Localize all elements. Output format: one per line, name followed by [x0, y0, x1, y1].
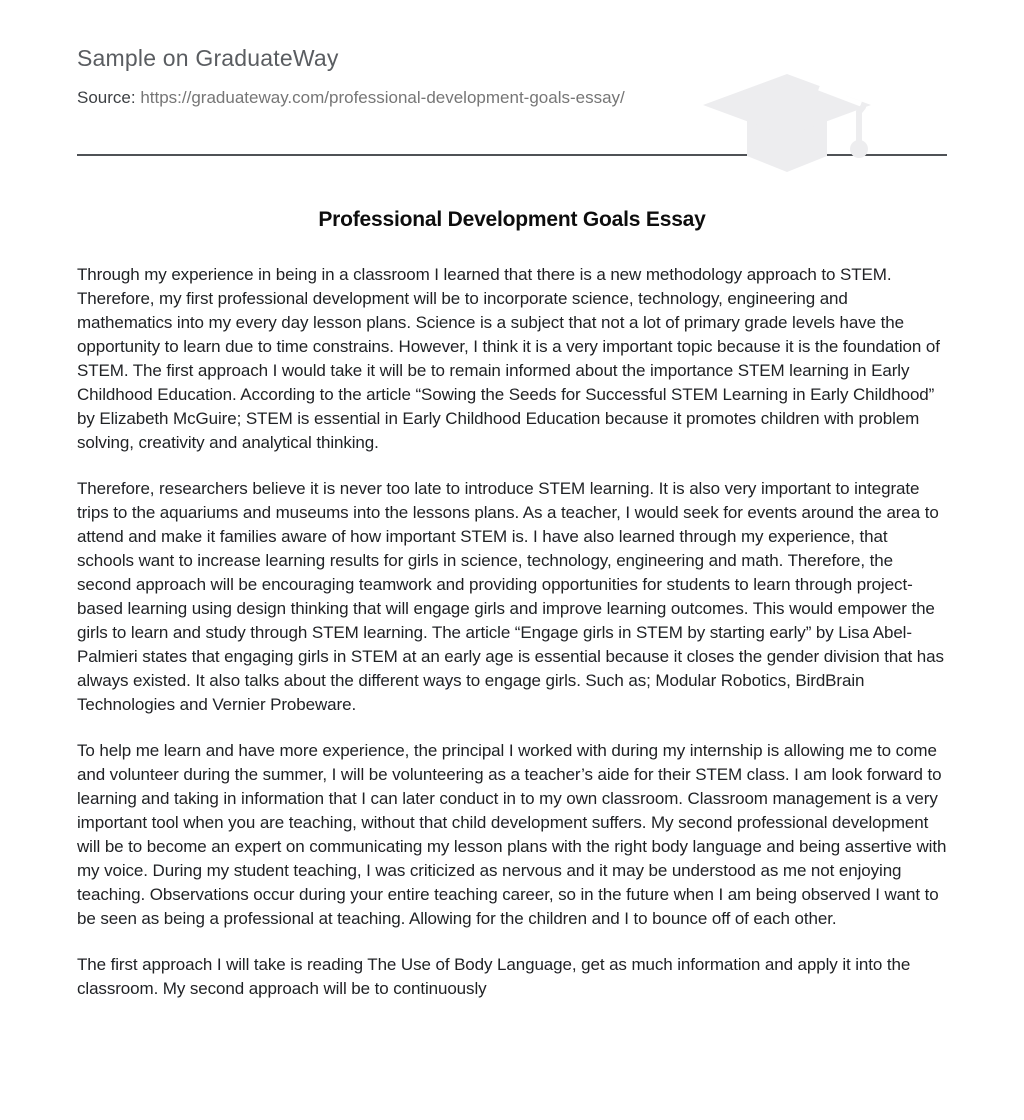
source-label: Source:	[77, 88, 136, 107]
essay-paragraph-4: The first approach I will take is reading The Use of Body Language, get as much information and apply it into the classroom. My second approach will be to continuously	[77, 955, 911, 998]
essay-paragraph-1: Through my experience in being in a classroom I learned that there is a new methodology approach to STEM. Therefore, my first professional development will be to incorporate science, technology, engineering and mathematics into my every day lesson plans. Science is a subject that not a lot of primary grade levels have the opportunity to learn due to time constrains. However, I think it is a very important topic because it is the foundation of STEM. The first approach I would take it will be to remain informed about the importance STEM learning in Early Childhood Education. According to the article “Sowing the Seeds for Successful STEM Learning in Early Childhood” by Elizabeth McGuire; STEM is essential in Early Childhood Education because it promotes children with problem solving, creativity and analytical thinking.	[77, 265, 940, 452]
source-url-link[interactable]: https://graduateway.com/professional-development-goals-essay/	[140, 88, 625, 107]
essay-sample-page	[0, 44, 1024, 1120]
site-title: Sample on GraduateWay	[77, 45, 339, 71]
graduation-cap-icon	[701, 72, 873, 180]
essay-paragraph-2: Therefore, researchers believe it is never too late to introduce STEM learning. It is also very important to integrate trips to the aquariums and museums into the lessons plans. As a teacher, I would seek for events around the area to attend and make it families aware of how important STEM is. I have also learned through my experience, that schools want to increase learning results for girls in science, technology, engineering and math. Therefore, the second approach will be encouraging teamwork and providing opportunities for students to learn through project-based learning using design thinking that will engage girls and improve learning outcomes. This would empower the girls to learn and study through STEM learning. The article “Engage girls in STEM by starting early” by Lisa Abel-Palmieri states that engaging girls in STEM at an early age is essential because it closes the gender division that has always existed. It also talks about the different ways to engage girls. Such as; Modular Robotics, BirdBrain Technologies and Vernier Probeware.	[77, 479, 944, 714]
site-header	[77, 44, 947, 109]
essay-title: Professional Development Goals Essay	[318, 208, 706, 231]
essay-body	[77, 263, 947, 1001]
essay-paragraph-3: To help me learn and have more experience, the principal I worked with during my internship is allowing me to come and volunteer during the summer, I will be volunteering as a teacher’s aide for their STEM class. I am look forward to learning and taking in information that I can later conduct in to my own classroom. Classroom management is a very important tool when you are teaching, without that child development suffers. My second professional development will be to become an expert on communicating my lesson plans with the right body language and being assertive with my voice. During my student teaching, I was criticized as nervous and it may be understood as me not enjoying teaching. Observations occur during your entire teaching career, so in the future when I am being observed I want to be seen as being a professional at teaching. Allowing for the children and I to bounce off of each other.	[77, 741, 947, 928]
